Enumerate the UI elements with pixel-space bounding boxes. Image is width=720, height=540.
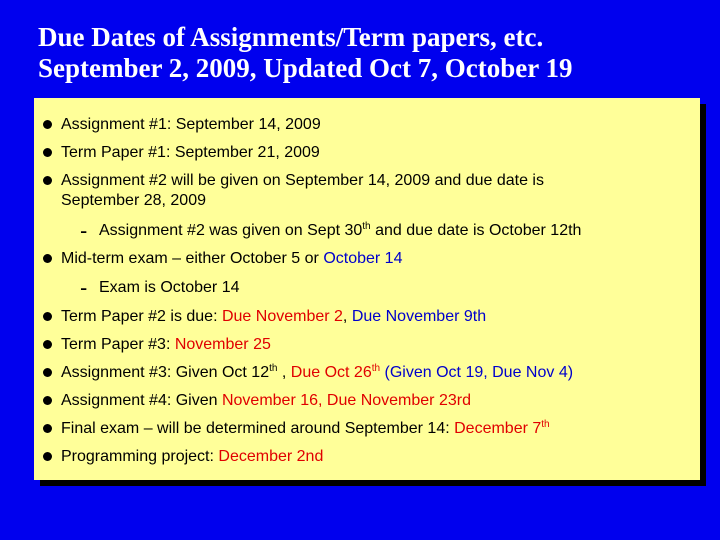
bullet-icon bbox=[43, 176, 52, 185]
title-line-1: Due Dates of Assignments/Term papers, etc. bbox=[38, 22, 544, 52]
content-box: Assignment #1: September 14, 2009 Term Paper #1: September 21, 2009 Assignment #2 will be given on September 14, 2009 and due date is September 28, 2009 - Assignment #2 was given on Sept 30th and due date is October 12th Mid-term exam – either October 5 or October 14 - Exam is October 14 Term Paper #2 is due: Due November 2, Due November 9th Term Paper #3: November 25 Assignment #3: Given Oct 12th , Due Oct 26th (Given Oct 19, Due Nov 4) Assignment #4: Given November 16, Due November 23rd Final exam – will be determined around September 14: December 7th Programming project: December 2nd bbox=[34, 98, 700, 480]
dash-bullet: - bbox=[80, 218, 88, 243]
bullet-icon bbox=[43, 340, 52, 349]
bullet-icon bbox=[43, 452, 52, 461]
bullet-icon bbox=[43, 396, 52, 405]
bullet-icon bbox=[43, 120, 52, 129]
bullet-icon bbox=[43, 368, 52, 377]
bullet-icon bbox=[43, 424, 52, 433]
dash-bullet: - bbox=[80, 275, 88, 300]
bullet-icon bbox=[43, 254, 52, 263]
bullet-icon bbox=[43, 312, 52, 321]
bullet-icon bbox=[43, 148, 52, 157]
title-line-2: September 2, 2009, Updated Oct 7, October 19 bbox=[38, 53, 573, 83]
slide-title bbox=[38, 22, 708, 84]
